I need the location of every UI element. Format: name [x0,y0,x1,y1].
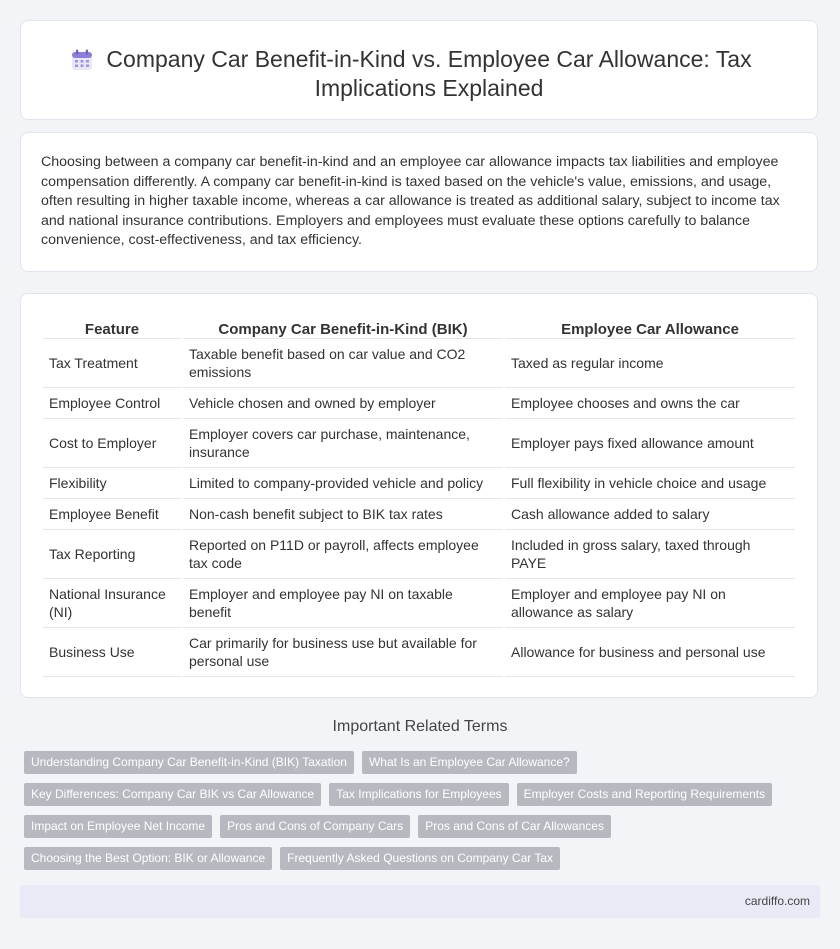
table-cell: Car primarily for business use but available for personal use [183,628,503,677]
related-term-link[interactable]: Pros and Cons of Car Allowances [418,815,611,838]
related-term-link[interactable]: Choosing the Best Option: BIK or Allowance [24,847,272,870]
table-header-row [43,318,795,339]
table-cell: Included in gross salary, taxed through PAYE [505,530,795,579]
table-cell: Limited to company-provided vehicle and policy [183,468,503,499]
table-cell: Cash allowance added to salary [505,499,795,530]
table-row [43,339,795,388]
related-term-link[interactable]: What Is an Employee Car Allowance? [362,751,577,774]
page-title: Company Car Benefit-in-Kind vs. Employee Car Allowance: Tax Implications Explained [106,46,752,101]
intro-paragraph: Choosing between a company car benefit-in-kind and an employee car allowance impacts tax liabilities and employee compensation differently. A company car benefit-in-kind is taxed based on the vehicle's value, emissions, and usage, often resulting in higher taxable income, whereas a car allowance is treated as additional salary, subject to income tax and national insurance contributions. Employers and employees must evaluate these options carefully to balance convenience, cost-effectiveness, and tax efficiency. [41,154,780,249]
header-allowance: Employee Car Allowance [505,318,795,339]
related-term-link[interactable]: Key Differences: Company Car BIK vs Car Allowance [24,783,321,806]
table-cell: Employer and employee pay NI on taxable benefit [183,579,503,628]
table-cell: Taxed as regular income [505,339,795,388]
table-row [43,530,795,579]
footer-site-link[interactable]: cardiffo.com [744,894,810,908]
table-row [43,628,795,677]
related-term-link[interactable]: Employer Costs and Reporting Requirements [517,783,772,806]
table-row [43,499,795,530]
table-cell: Employer and employee pay NI on allowance as salary [505,579,795,628]
comparison-card [20,293,818,698]
table-cell: Employer covers car purchase, maintenance, insurance [183,419,503,468]
related-term-link[interactable]: Pros and Cons of Company Cars [220,815,410,838]
header-feature: Feature [43,318,181,339]
table-cell: Full flexibility in vehicle choice and usage [505,468,795,499]
table-row [43,468,795,499]
related-term-link[interactable]: Frequently Asked Questions on Company Car Tax [280,847,560,870]
table-cell: Taxable benefit based on car value and CO2 emissions [183,339,503,388]
header-card [20,20,818,120]
table-cell: Vehicle chosen and owned by employer [183,388,503,419]
related-term-link[interactable]: Impact on Employee Net Income [24,815,212,838]
table-cell: Tax Reporting [43,530,181,579]
related-terms-list [24,751,814,879]
table-cell: Cost to Employer [43,419,181,468]
table-cell: Flexibility [43,468,181,499]
related-term-link[interactable]: Understanding Company Car Benefit-in-Kind (BIK) Taxation [24,751,354,774]
table-cell: Employee Benefit [43,499,181,530]
table-cell: Allowance for business and personal use [505,628,795,677]
footer-bar [20,885,820,918]
table-row [43,419,795,468]
header-bik: Company Car Benefit-in-Kind (BIK) [183,318,503,339]
table-row [43,579,795,628]
comparison-table [41,318,797,677]
related-term-link[interactable]: Tax Implications for Employees [329,783,508,806]
table-cell: National Insurance (NI) [43,579,181,628]
table-cell: Reported on P11D or payroll, affects employee tax code [183,530,503,579]
table-cell: Business Use [43,628,181,677]
intro-card [20,132,818,272]
table-cell: Non-cash benefit subject to BIK tax rates [183,499,503,530]
table-cell: Tax Treatment [43,339,181,388]
table-cell: Employee Control [43,388,181,419]
table-cell: Employer pays fixed allowance amount [505,419,795,468]
table-row [43,388,795,419]
table-cell: Employee chooses and owns the car [505,388,795,419]
related-terms-title: Important Related Terms [332,718,508,735]
